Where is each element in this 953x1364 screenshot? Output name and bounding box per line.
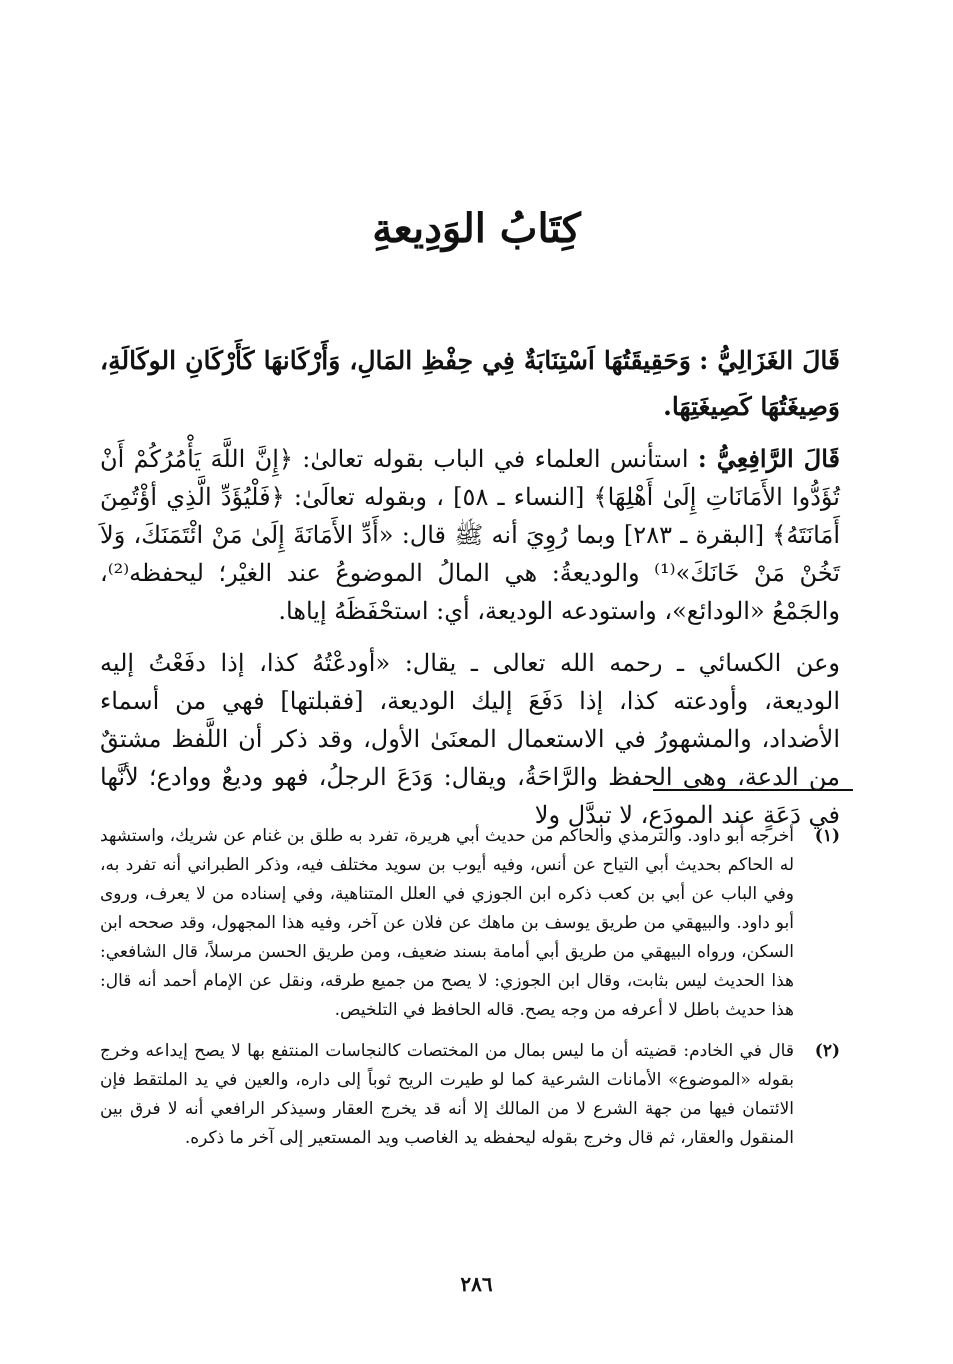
page-number: ٢٨٦ — [460, 1272, 493, 1296]
footnote-number: (٢) — [814, 1041, 840, 1061]
chapter-title: كِتَابُ الوَدِيعةِ — [372, 205, 581, 252]
footnote-text: قال في الخادم: قضيته أن ما ليس بمال من المختصات كالنجاسات المنتفع بها لا يصح إيداعه وخرج بقوله «الموضوع» الأمانات الشرعية كما لو طيرت الريح ثوباً إلى داره، والعين في يد الملتقط فإن الائتمان فيها من جهة الشرع لا من المالك إلا أنه قد يخرج العقار وسيذكر الرافعي أنه لا فرق بين المنقول والعقار، ثم قال وخرج بقوله ليحفظه يد الغاصب ويد المستعير إلى آخر ما ذكره. — [100, 1041, 794, 1148]
commentary-speaker: قَالَ الرَّافِعِيُّ : — [697, 444, 840, 473]
footnotes — [100, 822, 840, 1165]
footnote-2 — [100, 1037, 840, 1153]
intro-speaker: قَالَ الغَزَالِيُّ : — [699, 346, 840, 375]
footnote-text: أخرجه أبو داود. والترمذي والحاكم من حديث أبي هريرة، تفرد به طلق بن غنام عن شريك، واستشهد له الحاكم بحديث أبي التياح عن أنس، وفيه أيوب بن سويد مختلف فيه، وذكر الطبراني أنه تفرد به، وفي الباب عن أبي بن كعب ذكره ابن الجوزي في العلل المتناهية، وفي إسناده من لا يعرف، وروى أبو داود. والبيهقي من طريق يوسف بن ماهك عن فلان عن آخر، وفيه هذا المجهول، وقد صححه ابن السكن، ورواه البيهقي من طريق أبي أمامة بسند ضعيف، ومن طريق الحسن مرسلاً، قال الشافعي: هذا الحديث ليس بثابت، وقال ابن الجوزي: لا يصح من جميع طرقه، ونقل عن الإمام أحمد أنه قال: هذا حديث باطل لا أعرفه من وجه يصح. قاله الحافظ في التلخيص. — [100, 826, 794, 1020]
commentary-paragraph-1 — [100, 440, 840, 630]
footnote-divider — [653, 789, 853, 791]
footnote-number: (١) — [814, 826, 840, 846]
intro-paragraph — [100, 338, 840, 430]
commentary-text-2: وعن الكسائي ـ رحمه الله تعالى ـ يقال: «أودعْتُهُ كذا، إذا دفَعْتُ إليه الوديعة، وأودعته كذا، إذا دَفَعَ إليك الوديعة، [فقبلتها] فهي من أسماء الأضداد، والمشهورُ في الاستعمال المعنَىٰ الأول، وقد ذكر أن اللَّفظ مشتقٌ من الدعة، وهي الحفظ والرَّاحَةُ، ويقال: وَدَعَ الرجلُ، فهو وديعٌ ووادع؛ لأنَّها في دَعَةٍ عند المودَع، لا تبدَّل ولا — [100, 649, 840, 829]
footnote-1 — [100, 822, 840, 1025]
commentary-text-1: استأنس العلماء في الباب بقوله تعالىٰ: ﴿إِنَّ اللَّهَ يَأْمُرُكُمْ أَنْ تُؤَدُّوا الأَمَانَاتِ إِلَىٰ أَهْلِهَا﴾ [النساء ـ ٥٨] ، وبقوله تعالَىٰ: ﴿فَلْيُؤَدِّ الَّذِي أؤْتُمِنَ أَمَانَتَهُ﴾ [البقرة ـ ٢٨٣] وبما رُوِيَ أنه ﷺ قال: «أَدِّ الأَمَانَةَ إِلَىٰ مَنْ ائْتَمَنَكَ، وَلاَ تَخُنْ مَنْ خَانَكَ»⁽¹⁾ والوديعةُ: هي المالُ الموضوعُ عند الغيْر؛ ليحفظه⁽²⁾، والجَمْعُ «الودائع»، واستودعه الوديعة، أي: استحْفَظَهُ إياها. — [100, 445, 840, 625]
main-text — [100, 338, 840, 848]
commentary-paragraph-2 — [100, 644, 840, 834]
intro-text: وَحَقِيقَتُهَا اَسْتِنَابَةٌ فِي حِفْظِ المَالِ، وَأَرْكَانهَا كَأَرْكَانِ الوكَالَةِ، وَصِيغَتُهَا كَصِيغَتِهَا. — [100, 346, 840, 421]
